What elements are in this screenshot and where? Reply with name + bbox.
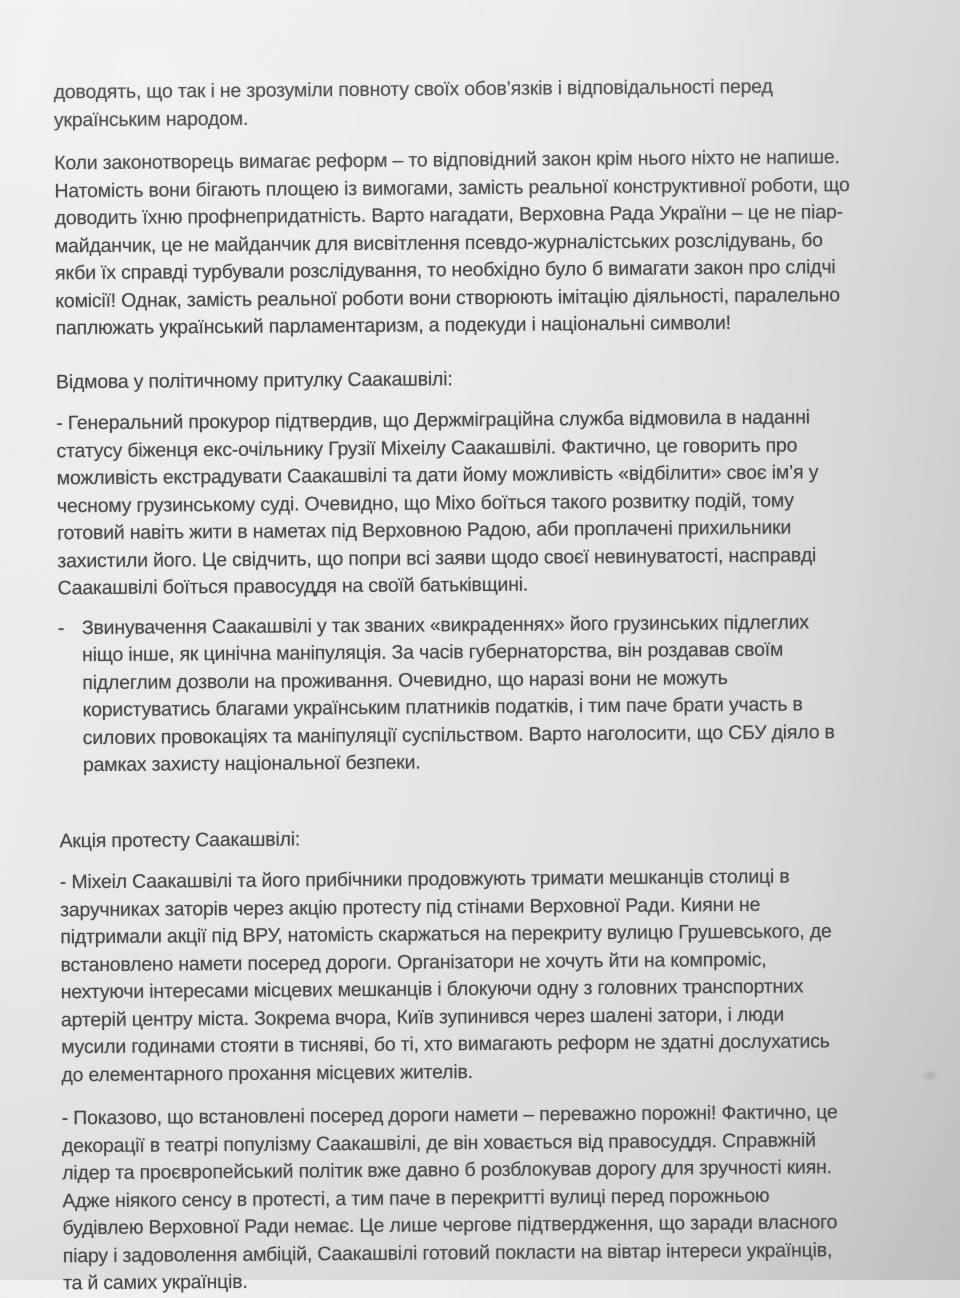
bullet-prosecutor-confirmation: - Генеральний прокурор підтвердив, що Держміграційна служба відмовила в наданні статусу біженця екс-очільнику Грузії Міхеілу Саакашвілі. Фактично, це говорить про можливість екстрадувати Саакашвілі та дати йому можливість «відбілити» своє ім’я у чесному грузинському суді. Очевидно, що Міхо боїться такого розвитку подій, тому готовий навіть жити в наметах під Верховною Радою, аби проплачені прихильники захистили його. Це свідчить, що попри всі заяви щодо своєї невинуватості, насправді Саакашвілі боїться правосуддя на своїй батьківщині. xyxy=(56,406,819,600)
heading-protest-action: Акція протесту Саакашвілі: xyxy=(59,827,301,852)
bullet-kidnapping-accusations-text: Звинувачення Саакашвілі у так званих «викраденнях» його грузинських підлеглих ніщо інше, як цинічна маніпуляція. За часів губернаторства, він роздавав своїм підлеглим дозволи на проживання. Очевидно, що наразі вони не можуть користуватись благами українським платників податків, і тим паче брати участь в силових провокаціях та маніпуляції суспільством. Варто наголосити, що СБУ діяло в рамках захисту національної безпеки. xyxy=(81,610,835,777)
bullet-dash-marker: - xyxy=(57,616,65,639)
bullet-protest-hostages: - Міхеіл Саакашвілі та його прибічники продовжують тримати мешканців столиці в заручниках заторів через акцію протесту під стінами Верховної Ради. Кияни не підтримали акції під ВРУ, натомість скаржаться на перекриту вулицю Грушевського, де встановлено намети посеред дороги. Організатори не хочуть йти на компроміс, нехтуючи інтересами місцевих мешканців і блокуючи одну з головних транспортних артерій центру міста. Зокрема вчора, Київ зупинився через шалені затори, і люди мусили годинами стояти в тисняві, бо ті, хто вимагають реформ не здатні дослухатись до елементарного прохання місцевих жителів. xyxy=(59,865,832,1086)
paper-smudge xyxy=(922,1070,938,1081)
bullet-kidnapping-accusations xyxy=(58,608,941,780)
bullet-empty-tents: - Показово, що встановлені посеред дороги намети – переважно порожні! Фактично, це декорації в театрі популізму Саакашвілі, де він ховається від правосуддя. Справжній лідер та проєвропейський політик вже давно б розблокував дорогу для зручності киян. Адже ніякого сенсу в протесті, а тим паче в перекритті вулиці перед порожньою будівлею Верховної Ради немає. Це лише чергове підтвердження, що заради власного піару і задоволення амбіцій, Саакашвілі готовий покласти на вівтар інтереси українців, та й самих українців. xyxy=(61,1101,838,1295)
paragraph-obligations: доводять, що так і не зрозуміли повноту своїх обов’язків і відповідальності перед українським народом. xyxy=(53,75,773,131)
heading-asylum-refusal: Відмова у політичному притулку Саакашвілі: xyxy=(55,367,453,393)
paragraph-lawmakers-criticism: Коли законотворець вимагає реформ – то відповідний закон крім нього ніхто не напише. Натомість вони бігають площею із вимогами, замість реальної конструктивної роботи, що доводить їхню профнепридатність. Варто нагадати, Верховна Рада України – це не піар- майданчик, це не майданчик для висвітлення псевдо-журналістських розслідувань, бо якби їх справді турбували розслідування, то необхідно було б вимагати закон про слідчі комісії! Однак, замість реальної роботи вони створюють імітацію діяльності, паралельно паплюжать український парламентаризм, а подекуди і національні символи! xyxy=(54,146,850,340)
